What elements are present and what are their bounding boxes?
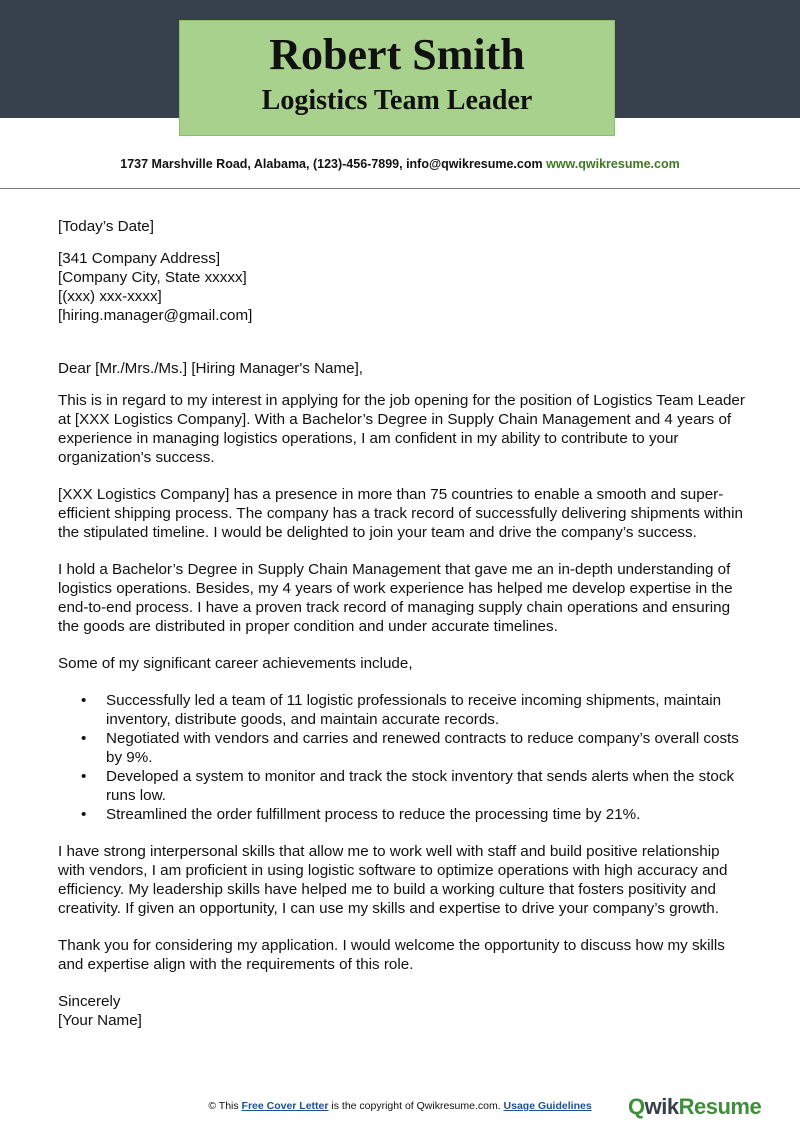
- paragraph: Thank you for considering my application. I would welcome the opportunity to discuss how my skills and expertise align with the requirements of this role.: [58, 937, 725, 973]
- achievements-list: [58, 691, 748, 824]
- qwikresume-logo: QwikResume: [628, 1094, 762, 1119]
- website-link[interactable]: www.qwikresume.com: [546, 157, 680, 171]
- list-item: • Successfully led a team of 11 logistic professionals to receive incoming shipments, maintain inventory, distribute goods, and maintain accurate records.: [106, 691, 748, 729]
- paragraph: Some of my significant career achievements include,: [58, 655, 413, 672]
- footer-text: © This: [208, 1100, 242, 1112]
- address-line: [Company City, State xxxxx]: [58, 269, 247, 286]
- signature: [Your Name]: [58, 1012, 142, 1029]
- list-item: • Streamlined the order fulfillment process to reduce the processing time by 21%.: [106, 805, 748, 824]
- footer-text: is the copyright of Qwikresume.com.: [328, 1100, 504, 1112]
- address-line: [(xxx) xxx-xxxx]: [58, 288, 162, 305]
- contact-line: [0, 157, 800, 171]
- address-line: [hiring.manager@gmail.com]: [58, 307, 253, 324]
- letter-date: [Today’s Date]: [58, 218, 154, 235]
- job-title: Logistics Team Leader: [261, 85, 533, 116]
- sign-off: Sincerely: [58, 993, 121, 1010]
- list-item: • Developed a system to monitor and track the stock inventory that sends alerts when the stock runs low.: [106, 767, 748, 805]
- applicant-name: Robert Smith: [269, 30, 525, 79]
- letter-body: [58, 217, 748, 1030]
- free-cover-letter-link[interactable]: Free Cover Letter: [241, 1100, 329, 1112]
- paragraph: This is in regard to my interest in applying for the job opening for the position of Logistics Team Leader at [XXX Logistics Company]. With a Bachelor’s Degree in Supply Chain Management and 4 years of experience in managing logistics operations, I am confident in my ability to contribute to your organization's success.: [58, 392, 745, 466]
- usage-guidelines-link[interactable]: Usage Guidelines: [503, 1100, 592, 1112]
- contact-details: 1737 Marshville Road, Alabama, (123)-456-7899, info@qwikresume.com: [120, 157, 543, 171]
- header-divider: [0, 188, 800, 189]
- paragraph: I have strong interpersonal skills that allow me to work well with staff and build positive relationship with vendors, I am proficient in using logistic software to optimize operations with high accuracy and efficiency. My leadership skills have helped me to build a working culture that fosters positivity and creativity. If given an opportunity, I can use my skills and expertise to drive your company’s growth.: [58, 843, 728, 917]
- paragraph: I hold a Bachelor’s Degree in Supply Chain Management that gave me an in-depth understanding of logistics operations. Besides, my 4 years of work experience has helped me develop expertise in the end-to-end process. I have a proven track record of managing supply chain operations and ensuring the goods are distributed in proper condition and under accurate timelines.: [58, 561, 733, 635]
- address-line: [341 Company Address]: [58, 250, 221, 267]
- list-item: • Negotiated with vendors and carries and renewed contracts to reduce company’s overall costs by 9%.: [106, 729, 748, 767]
- salutation: Dear [Mr./Mrs./Ms.] [Hiring Manager's Name],: [58, 360, 364, 377]
- name-box: [179, 20, 615, 136]
- paragraph: [XXX Logistics Company] has a presence in more than 75 countries to enable a smooth and super-efficient shipping process. The company has a track record of successfully delivering shipments within the stipulated timeline. I would be delighted to join your team and drive the company’s success.: [58, 486, 743, 541]
